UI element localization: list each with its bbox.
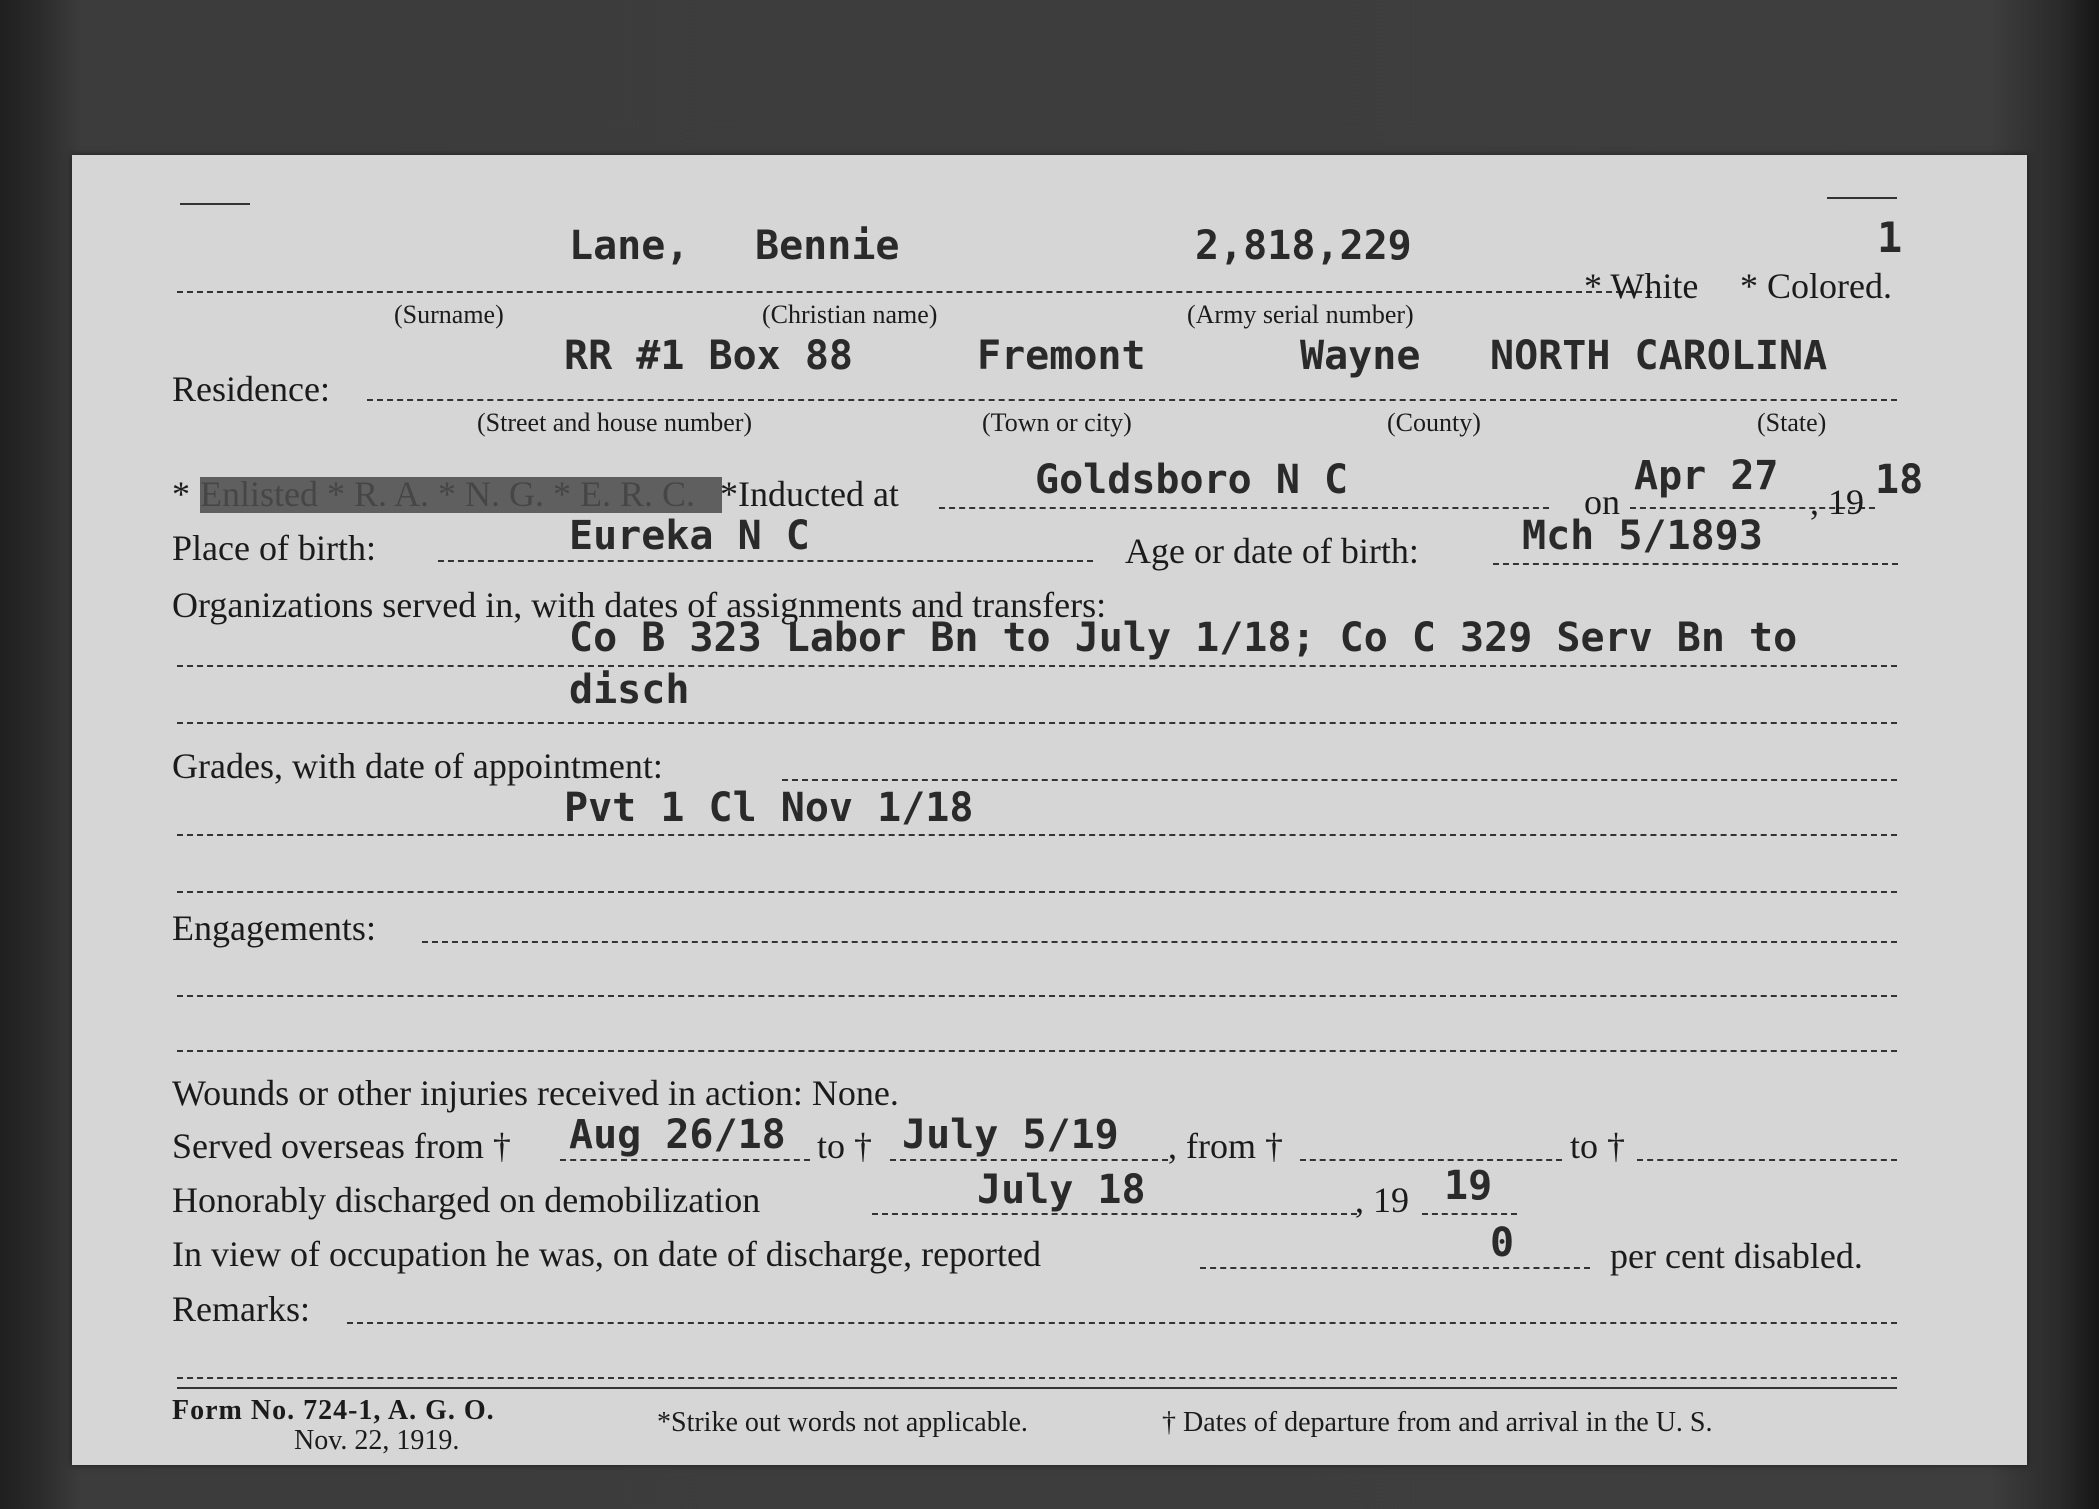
disability-value: 0: [1490, 1220, 1515, 1266]
disability-label: In view of occupation he was, on date of discharge, reported: [172, 1234, 1042, 1274]
county-caption: (County): [1387, 408, 1481, 437]
grades-rule-1: [782, 779, 1897, 781]
inducted-label: *Inducted at: [720, 474, 899, 514]
dates-note: † Dates of departure from and arrival in the U. S.: [1162, 1407, 1713, 1438]
name-line: [177, 291, 1652, 293]
overseas-to-label: to †: [817, 1126, 873, 1166]
engagements-rule-1: [422, 941, 1897, 943]
discharge-label: Honorably discharged on demobilization: [172, 1180, 761, 1220]
strike-out-redaction: [200, 477, 722, 513]
birthplace-value: Eureka N C: [569, 513, 810, 559]
grades-rule-2: [177, 834, 1897, 836]
birth-date-line: [1493, 563, 1898, 565]
county-value: Wayne: [1300, 333, 1421, 379]
residence-line: [367, 399, 1897, 401]
state-value: NORTH CAROLINA: [1490, 333, 1828, 379]
overseas-label: Served overseas from †: [172, 1126, 511, 1166]
discharge-date-value: July 18: [977, 1167, 1146, 1213]
card-number: 1: [1877, 213, 1903, 262]
top-left-rule: [180, 203, 250, 205]
overseas-from-line-2: [1300, 1159, 1562, 1161]
grades-value: Pvt 1 Cl Nov 1/18: [564, 785, 974, 831]
birthplace-label: Place of birth:: [172, 528, 376, 568]
christian-name-caption: (Christian name): [762, 300, 938, 329]
percent-disabled-label: per cent disabled.: [1610, 1236, 1863, 1276]
age-label: Age or date of birth:: [1125, 531, 1419, 571]
overseas-to-line-2: [1637, 1159, 1897, 1161]
form-number: Form No. 724-1, A. G. O.: [172, 1395, 495, 1426]
overseas-to-line: [890, 1159, 1168, 1161]
discharge-year-prefix: , 19: [1355, 1180, 1409, 1220]
discharge-year-line: [1422, 1213, 1517, 1215]
overseas-to-value: July 5/19: [902, 1112, 1119, 1158]
town-caption: (Town or city): [982, 408, 1132, 437]
organizations-rule-2: [177, 722, 1897, 724]
induction-year-prefix: , 19: [1810, 482, 1864, 522]
serial-caption: (Army serial number): [1187, 300, 1414, 329]
footer-rule: [177, 1387, 1897, 1389]
induction-year-value: 18: [1875, 457, 1924, 503]
engagements-rule-2: [177, 995, 1897, 997]
organizations-label: Organizations served in, with dates of assignments and transfers:: [172, 585, 1107, 625]
colored-label: * Colored.: [1740, 266, 1892, 306]
wounds-label: Wounds or other injuries received in action: None.: [172, 1073, 899, 1113]
remarks-rule-2: [177, 1377, 1897, 1379]
discharge-year-value: 19: [1444, 1163, 1493, 1209]
engagements-rule-3: [177, 1050, 1897, 1052]
on-label: on: [1584, 482, 1620, 522]
state-caption: (State): [1757, 408, 1827, 437]
serial-number-value: 2,818,229: [1195, 223, 1412, 269]
strike-out-note: *Strike out words not applicable.: [657, 1407, 1028, 1438]
surname-value: Lane,: [569, 223, 690, 269]
grades-label: Grades, with date of appointment:: [172, 746, 663, 786]
birthplace-line: [438, 560, 1093, 562]
organizations-line-2: disch: [569, 667, 690, 713]
overseas-from-label-2: , from †: [1168, 1126, 1283, 1166]
inducted-line: [939, 507, 1549, 509]
discharge-date-line: [872, 1213, 1357, 1215]
inducted-place-value: Goldsboro N C: [1035, 457, 1349, 503]
residence-label: Residence:: [172, 369, 330, 409]
organizations-line-1: Co B 323 Labor Bn to July 1/18; Co C 329 Serv Bn to: [569, 615, 1798, 661]
induction-date-value: Apr 27: [1634, 453, 1779, 499]
street-caption: (Street and house number): [477, 408, 753, 437]
surname-caption: (Surname): [394, 300, 504, 329]
street-value: RR #1 Box 88: [564, 333, 853, 379]
enlisted-asterisk: *: [172, 474, 190, 514]
service-record-card: [72, 155, 2027, 1465]
white-label: * White: [1584, 266, 1699, 306]
form-date: Nov. 22, 1919.: [294, 1425, 460, 1456]
organizations-rule-1: [177, 665, 1897, 667]
remarks-label: Remarks:: [172, 1289, 310, 1329]
top-right-rule: [1827, 197, 1897, 199]
remarks-rule-1: [347, 1322, 1897, 1324]
overseas-from-line: [560, 1159, 810, 1161]
overseas-to-label-2: to †: [1570, 1126, 1626, 1166]
engagements-label: Engagements:: [172, 908, 376, 948]
disability-line: [1200, 1267, 1590, 1269]
christian-name-value: Bennie: [755, 223, 900, 269]
town-value: Fremont: [977, 333, 1146, 379]
grades-rule-3: [177, 891, 1897, 893]
overseas-from-value: Aug 26/18: [569, 1112, 786, 1158]
birth-date-value: Mch 5/1893: [1522, 513, 1763, 559]
